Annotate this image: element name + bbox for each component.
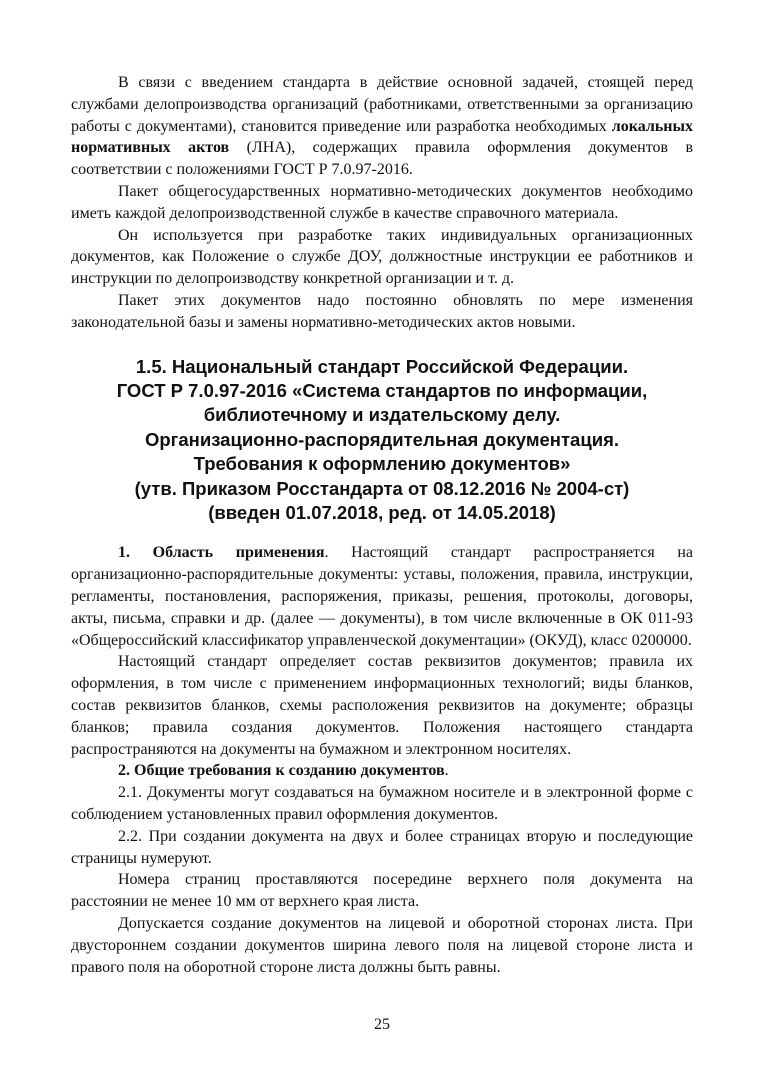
document-page xyxy=(71,72,693,978)
intro-paragraph-4: Пакет этих документов надо постоянно обновлять по мере изменения законодательной базы и замены нормативно-методических актов новыми. xyxy=(71,291,693,331)
page-number: 25 xyxy=(374,1016,390,1033)
general-requirements-heading: 2. Общие требования к созданию документов xyxy=(118,762,445,780)
scope-paragraph xyxy=(71,542,693,651)
intro-paragraph-1-text-after: (ЛНА), содержащих правила оформления документов в соответствии с положениями ГОСТ Р 7.0.97-2016. xyxy=(71,139,693,179)
section-heading-line: Организационно-распорядительная документация. xyxy=(144,428,620,450)
general-requirements-punct: . xyxy=(444,762,449,780)
intro-paragraph-3: Он используется при разработке таких индивидуальных организационных документов, как Положение о службе ДОУ, должностные инструкции ее работников и инструкции по делопроизводству конкретной организации и т. д. xyxy=(71,226,693,288)
general-requirements-paragraph xyxy=(71,760,693,782)
clause-2-2-paragraph: 2.2. При создании документа на двух и более страницах вторую и последующие страницы нумеруют. xyxy=(71,827,693,867)
section-heading-line: Требования к оформлению документов» xyxy=(193,453,571,475)
scope-heading: 1. Область применения xyxy=(118,544,325,562)
section-heading-line: библиотечному и издательскому делу. xyxy=(203,404,561,426)
clause-2-1-paragraph: 2.1. Документы могут создаваться на бумажном носителе и в электронной форме с соблюдением установленных правил оформления документов. xyxy=(71,784,693,823)
intro-paragraph-1 xyxy=(71,72,693,181)
page-numbering-paragraph: Номера страниц проставляются посередине верхнего поля документа на расстоянии не менее 10 мм от верхнего края листа. xyxy=(71,871,693,911)
section-heading-line: ГОСТ Р 7.0.97-2016 «Система стандартов по информации, xyxy=(116,379,648,401)
section-heading-line: (введен 01.07.2018, ред. от 14.05.2018) xyxy=(208,502,556,523)
section-heading xyxy=(71,355,693,526)
section-heading-line: 1.5. Национальный стандарт Российской Федерации. xyxy=(135,355,629,377)
intro-paragraph-2: Пакет общегосударственных нормативно-методических документов необходимо иметь каждой делопроизводственной службе в качестве справочного материала. xyxy=(71,182,693,222)
section-heading-line: (утв. Приказом Росстандарта от 08.12.2016 № 2004-ст) xyxy=(134,477,630,499)
scope-text: . Настоящий стандарт распространяется на организационно-распорядительные документы: уставы, положения, правила, инструкции, регламенты, постановления, распоряжения, приказы, решения, протоколы, договоры, акты, письма, справки и др. (далее — документы), в том числе включенные в ОК 011-93 «Общероссийский классификатор управленческой документации» (ОКУД), класс 0200000. xyxy=(71,544,693,649)
intro-paragraph-1-bold-term: локальных нормативных актов xyxy=(71,117,693,157)
intro-paragraph-1-text-before: В связи с введением стандарта в действие основной задачей, стоящей перед службами делопроизводства организаций (работниками, ответственными за организацию работы с документами), становится приведение или разработка необходимых xyxy=(71,74,693,135)
standard-definition-paragraph: Настоящий стандарт определяет состав реквизитов документов; правила их оформления, в том числе с применением информационных технологий; виды бланков, состав реквизитов бланков, схемы расположения реквизитов на документе; образцы бланков; правила создания документов. Положения настоящего стандарта распространяются на документы на бумажном и электронном носителях. xyxy=(71,653,693,758)
double-sided-paragraph: Допускается создание документов на лицевой и оборотной сторонах листа. При двустороннем создании документов ширина левого поля на лицевой стороне листа и правого поля на оборотной стороне листа должны быть равны. xyxy=(71,914,693,976)
